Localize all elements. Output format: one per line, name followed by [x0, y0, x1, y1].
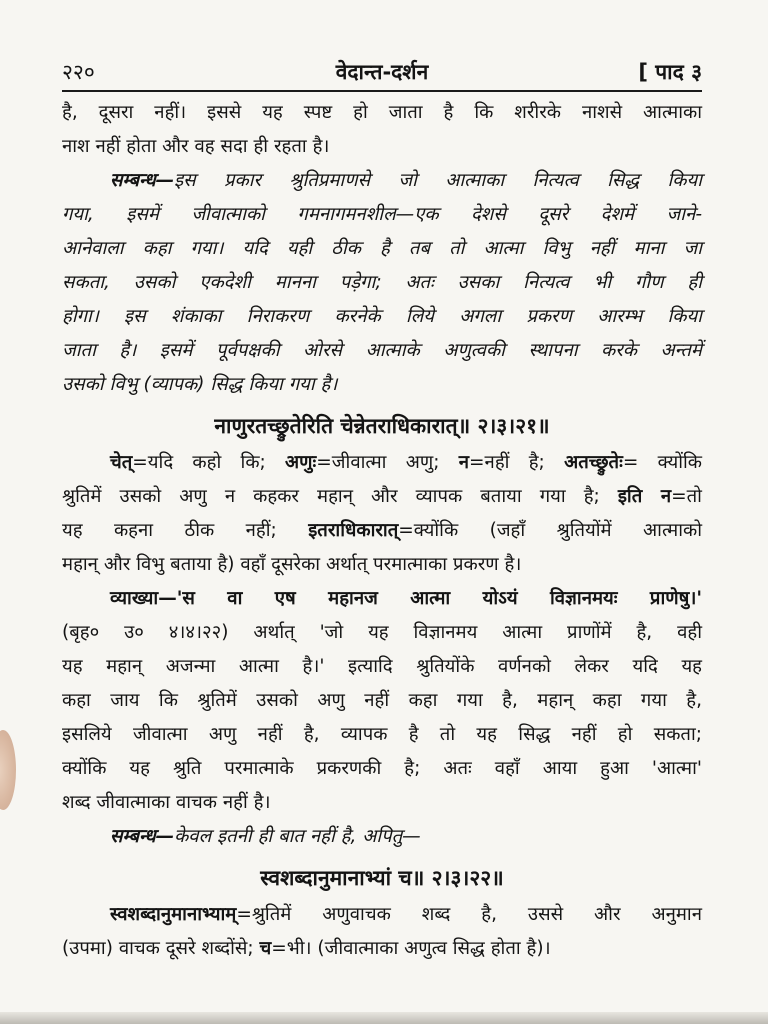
- def-anu: =जीवात्मा अणु;: [316, 452, 459, 473]
- vyakhya-line-1: [62, 582, 702, 616]
- def-na: =नहीं है;: [469, 452, 565, 473]
- meaning1-line-4: महान् और विभु बताया है) वहाँ दूसरेका अर्थात् परमात्माका प्रकरण है।: [62, 554, 522, 575]
- sambandha-text-1: इस प्रकार श्रुतिप्रमाणसे जो आत्माका नित्यत्व सिद्ध किया: [174, 170, 702, 191]
- meaning2-line-1: [62, 898, 702, 932]
- vyakhya-line-3: यह महान् अजन्मा आत्मा है।' इत्यादि श्रुतियोंके वर्णनको लेकर यदि यह: [62, 656, 702, 677]
- term-iti-na: इति न: [617, 486, 672, 507]
- intro-line-2: नाश नहीं होता और वह सदा ही रहता है।: [62, 136, 330, 157]
- sambandha-line-6: जाता है। इसमें पूर्वपक्षकी ओरसे आत्माके अणुत्वकी स्थापना करके अन्तमें: [62, 340, 702, 361]
- term-chet: चेत्: [110, 452, 133, 473]
- def-cha: =भी। (जीवात्माका अणुत्व सिद्ध होता है)।: [271, 938, 551, 959]
- sambandha2-label: सम्बन्ध—: [110, 826, 175, 847]
- meaning1-line-2: [62, 480, 702, 514]
- def-itaradhikarat: =क्योंकि (जहाँ श्रुतियोंमें आत्माको: [398, 520, 702, 541]
- sambandha-line-2: गया, इसमें जीवात्माको गमनागमनशील—एक देशसे दूसरे देशमें जाने-: [62, 204, 702, 225]
- term-anu: अणुः: [285, 452, 317, 473]
- term-na: न: [458, 452, 470, 473]
- meaning1-line-3: [62, 514, 702, 548]
- sambandha-line-1: [62, 164, 702, 198]
- sambandha-line-7: उसको विभु (व्यापक) सिद्ध किया गया है।: [62, 374, 338, 395]
- sambandha-label: सम्बन्ध—: [110, 170, 175, 191]
- meaning1-text-3: यह कहना ठीक नहीं;: [62, 520, 309, 541]
- sambandha-line-3: आनेवाला कहा गया। यदि यही ठीक है तब तो आत्मा विभु नहीं माना जा: [62, 238, 702, 259]
- page-header: [62, 52, 702, 92]
- vyakhya-line-4: कहा जाय कि श्रुतिमें उसको अणु नहीं कहा गया है, महान् कहा गया है,: [62, 690, 702, 711]
- term-itaradhikarat: इतराधिकारात्: [308, 520, 399, 541]
- def-chet: =यदि कहो कि;: [132, 452, 286, 473]
- sambandha2-text: केवल इतनी ही बात नहीं है, अपितु—: [174, 826, 421, 847]
- sutra-2-3-22: स्वशब्दानुमानाभ्यां च॥ २।३।२२॥: [260, 866, 504, 890]
- sambandha2-line: [62, 820, 702, 854]
- vyakhya-label: व्याख्या—: [110, 588, 177, 609]
- vyakhya-line-6: क्योंकि यह श्रुति परमात्माके प्रकरणकी है; अतः वहाँ आया हुआ 'आत्मा': [62, 758, 702, 779]
- running-title: वेदान्त-दर्शन: [335, 60, 429, 84]
- intro-line-1: है, दूसरा नहीं। इससे यह स्पष्ट हो जाता है कि शरीरके नाशसे आत्माका: [62, 102, 702, 123]
- def-svashabda: =श्रुतिमें अणुवाचक शब्द है, उससे और अनुमान: [236, 904, 702, 925]
- meaning1-line-1: [62, 446, 702, 480]
- def-atacchruteh: = क्योंकि: [622, 452, 703, 473]
- sambandha-line-4: सकता, उसको एकदेशी मानना पड़ेगा; अतः उसका नित्यत्व भी गौण ही: [62, 272, 702, 293]
- meaning2-line-2: [62, 932, 702, 966]
- page-body: [62, 96, 702, 966]
- meaning1-text-2: श्रुतिमें उसको अणु न कहकर महान् और व्यापक बताया गया है;: [62, 486, 618, 507]
- page-bottom-edge: [0, 1012, 768, 1024]
- thumb-edge: [0, 730, 16, 810]
- sambandha-line-5: होगा। इस शंकाका निराकरण करनेके लिये अगला प्रकरण आरम्भ किया: [62, 306, 702, 327]
- vyakhya-line-7: शब्द जीवात्माका वाचक नहीं है।: [62, 792, 271, 813]
- vyakhya-quote: 'स वा एष महानज आत्मा योऽयं विज्ञानमयः प्राणेषु।': [176, 588, 702, 609]
- term-atacchruteh: अतच्छ्रुतेः: [564, 452, 623, 473]
- section-marker: [ पाद ३: [638, 60, 702, 84]
- term-svashabda: स्वशब्दानुमानाभ्याम्: [110, 904, 237, 925]
- header-rule: [62, 90, 702, 92]
- term-cha: च: [259, 938, 272, 959]
- sutra-2-3-21: नाणुरतच्छ्रुतेरिति चेन्नेतराधिकारात्॥ २।३।२१॥: [214, 414, 550, 438]
- def-iti-na: =तो: [671, 486, 702, 507]
- page-number: २२०: [62, 60, 95, 84]
- vyakhya-line-2: (बृह० उ० ४।४।२२) अर्थात् 'जो यह विज्ञानमय आत्मा प्राणोंमें है, वही: [62, 622, 702, 643]
- meaning2-text-2: (उपमा) वाचक दूसरे शब्दोंसे;: [62, 938, 260, 959]
- vyakhya-line-5: इसलिये जीवात्मा अणु नहीं है, व्यापक है तो यह सिद्ध नहीं हो सकता;: [62, 724, 702, 745]
